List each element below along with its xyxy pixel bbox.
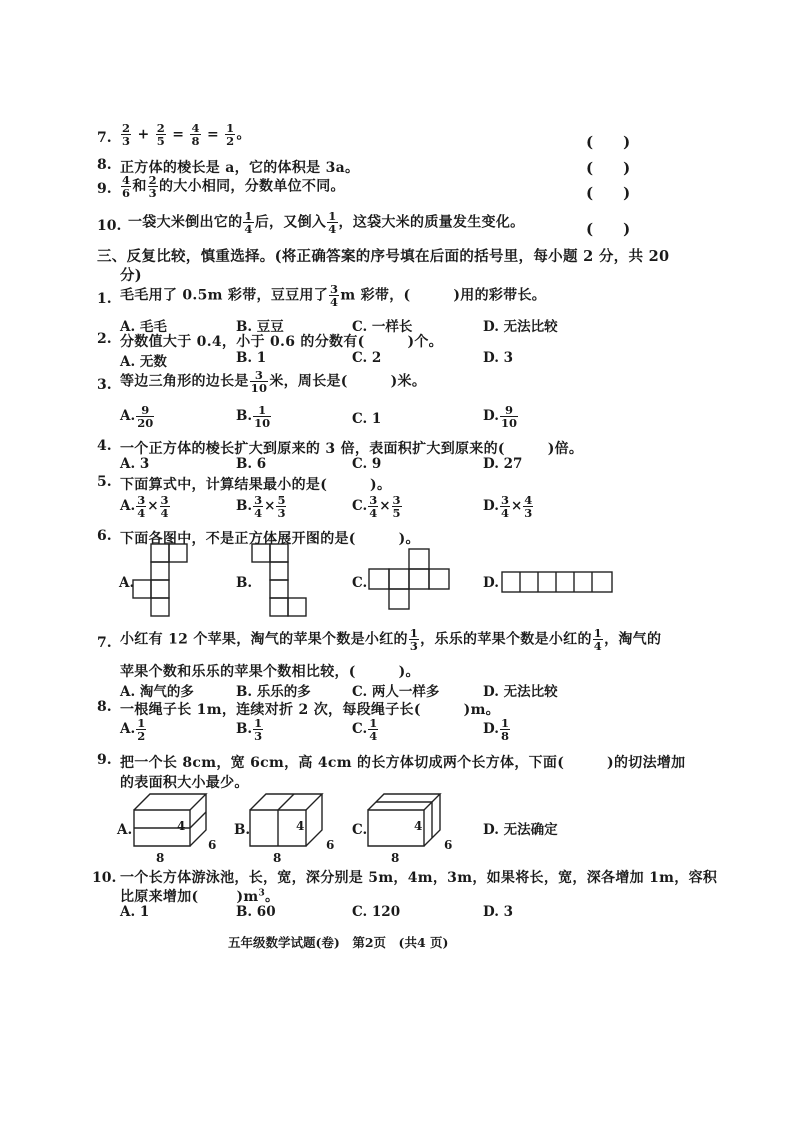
choice-q6-option-a-label[interactable]: A. (119, 575, 135, 591)
choice-q10-text: 一个长方体游泳池，长，宽，深分别是 5m，4m，3m，如果将长，宽，深各增加 1m，容积 (120, 870, 718, 886)
choice-q5-option-b[interactable]: B. $\frac{3}{4}$ × $\frac{5}{3}$ (236, 493, 286, 520)
judge-q8-answer-blank[interactable]: ( ) (586, 159, 631, 177)
fraction: $\frac{5}{3}$ (277, 493, 286, 520)
choice-q8-option-b[interactable]: B. $\frac{1}{3}$ (236, 716, 263, 743)
choice-q5-option-c[interactable]: C. $\frac{3}{4}$ × $\frac{3}{5}$ (352, 493, 401, 520)
cuboid-a-width-label: 6 (208, 838, 217, 852)
cuboid-b-length-label: 8 (273, 851, 282, 865)
choice-q4-option-b[interactable]: B. 6 (236, 456, 267, 472)
judge-q8-text: 正方体的棱长是 a，它的体积是 3a。 (120, 160, 360, 176)
choice-q10-option-a[interactable]: A. 1 (120, 904, 150, 920)
choice-q9-option-a-label[interactable]: A. (117, 822, 133, 838)
cuboid-diagram-b (246, 790, 336, 850)
choice-q8-option-d[interactable]: D. $\frac{1}{8}$ (483, 716, 509, 743)
fraction: $\frac{3}{4}$ (137, 493, 146, 520)
choice-q9-text-line2: 的表面积大小最少。 (120, 775, 249, 791)
page-footer: 五年级数学试题(卷) 第2页 (共4 页) (228, 935, 449, 950)
choice-q3-option-b[interactable]: B. $\frac{1}{10}$ (236, 403, 271, 430)
choice-q10-number: 10. (92, 870, 117, 886)
choice-q3-text: 等边三角形的边长是 $\frac{3}{10}$ 米，周长是( )米。 (120, 368, 427, 395)
section-3-title-cont: 分) (120, 267, 142, 284)
choice-q6-number: 6. (97, 528, 112, 544)
choice-q8-option-a[interactable]: A. $\frac{1}{2}$ (120, 716, 146, 743)
judge-q10-text: 一袋大米倒出它的 $\frac{1}{4}$ 后，又倒入 $\frac{1}{4}$ ，这袋大米的质量发生变化。 (128, 209, 525, 236)
net-diagram-a (130, 540, 200, 630)
fraction: $\frac{3}{5}$ (392, 493, 401, 520)
fraction: $\frac{2}{3}$ (122, 121, 131, 148)
choice-q8-text: 一根绳子长 1m，连续对折 2 次，每段绳子长( )m。 (120, 702, 500, 718)
choice-q8-number: 8. (97, 699, 112, 715)
fraction: $\frac{3}{4}$ (500, 493, 509, 520)
fraction: $\frac{4}{8}$ (191, 121, 200, 148)
cuboid-diagram-c (364, 790, 454, 850)
fraction: $\frac{1}{10}$ (254, 403, 271, 430)
fraction: $\frac{1}{3}$ (254, 716, 263, 743)
cuboid-c-height-label: 4 (414, 819, 423, 833)
fraction: $\frac{9}{10}$ (500, 403, 517, 430)
fraction: $\frac{1}{4}$ (244, 209, 253, 236)
choice-q5-text: 下面算式中，计算结果最小的是( )。 (120, 477, 392, 493)
choice-q10-option-c[interactable]: C. 120 (352, 904, 401, 920)
fraction: $\frac{3}{4}$ (254, 493, 263, 520)
cuboid-diagram-a (130, 790, 220, 850)
judge-q7-number: 7. (97, 130, 112, 146)
cuboid-c-width-label: 6 (444, 838, 453, 852)
fraction: $\frac{1}{2}$ (137, 716, 146, 743)
choice-q3-option-d[interactable]: D. $\frac{9}{10}$ (483, 403, 517, 430)
fraction: $\frac{9}{20}$ (137, 403, 154, 430)
judge-q9-text: $\frac{4}{6}$ 和 $\frac{2}{3}$ 的大小相同，分数单位不同。 (122, 173, 345, 200)
choice-q9-text: 把一个长 8cm，宽 6cm，高 4cm 的长方体切成两个长方体，下面( )的切法增加 (120, 755, 686, 771)
net-diagram-c (365, 547, 455, 617)
choice-q7-option-b[interactable]: B. 乐乐的多 (236, 684, 311, 700)
choice-q7-text-line2: 苹果个数和乐乐的苹果个数相比较，( )。 (120, 664, 420, 680)
choice-q2-text: 分数值大于 0.4，小于 0.6 的分数有( )个。 (120, 334, 443, 350)
choice-q7-option-c[interactable]: C. 两人一样多 (352, 684, 440, 700)
judge-q7-answer-blank[interactable]: ( ) (586, 133, 631, 151)
cuboid-b-width-label: 6 (326, 838, 335, 852)
cuboid-c-length-label: 8 (391, 851, 400, 865)
choice-q5-number: 5. (97, 474, 112, 490)
choice-q5-option-d[interactable]: D. $\frac{3}{4}$ × $\frac{4}{3}$ (483, 493, 533, 520)
choice-q1-option-b[interactable]: B. 豆豆 (236, 319, 284, 335)
fraction: $\frac{1}{4}$ (328, 209, 337, 236)
choice-q9-number: 9. (97, 752, 112, 768)
fraction: $\frac{3}{4}$ (330, 282, 339, 309)
fraction: $\frac{1}{4}$ (593, 626, 603, 653)
choice-q4-text: 一个正方体的棱长扩大到原来的 3 倍，表面积扩大到原来的( )倍。 (120, 441, 584, 457)
judge-q9-answer-blank[interactable]: ( ) (586, 184, 631, 202)
choice-q9-option-d[interactable]: D. 无法确定 (483, 822, 558, 838)
choice-q4-number: 4. (97, 438, 112, 454)
choice-q7-number: 7. (97, 635, 112, 651)
fraction: $\frac{3}{10}$ (250, 368, 268, 395)
judge-q9-number: 9. (97, 181, 112, 197)
choice-q4-option-d[interactable]: D. 27 (483, 456, 523, 472)
choice-q3-option-a[interactable]: A. $\frac{9}{20}$ (120, 403, 154, 430)
choice-q1-text: 毛毛用了 0.5m 彩带，豆豆用了 $\frac{3}{4}$ m 彩带，( )用的彩带长。 (120, 282, 547, 309)
choice-q9-option-b-label[interactable]: B. (234, 822, 251, 838)
choice-q2-number: 2. (97, 331, 112, 347)
choice-q7-option-d[interactable]: D. 无法比较 (483, 684, 558, 700)
fraction: $\frac{4}{3}$ (524, 493, 533, 520)
net-diagram-d (500, 570, 620, 596)
choice-q6-option-b-label[interactable]: B. (236, 575, 253, 591)
choice-q4-option-c[interactable]: C. 9 (352, 456, 382, 472)
fraction: $\frac{2}{3}$ (148, 173, 157, 200)
cuboid-a-height-label: 4 (177, 819, 186, 833)
choice-q3-option-c[interactable]: C. 1 (352, 411, 382, 427)
choice-q1-number: 1. (97, 291, 112, 307)
fraction: $\frac{1}{8}$ (500, 716, 509, 743)
fraction: $\frac{2}{5}$ (156, 121, 166, 148)
choice-q1-option-a[interactable]: A. 毛毛 (120, 319, 167, 335)
judge-q8-number: 8. (97, 157, 112, 173)
choice-q5-option-a[interactable]: A. $\frac{3}{4}$ × $\frac{3}{4}$ (120, 493, 169, 520)
choice-q9-option-c-label[interactable]: C. (352, 822, 368, 838)
fraction: $\frac{1}{3}$ (409, 626, 419, 653)
fraction: $\frac{1}{4}$ (369, 716, 378, 743)
choice-q8-option-c[interactable]: C. $\frac{1}{4}$ (352, 716, 378, 743)
choice-q2-option-d[interactable]: D. 3 (483, 350, 514, 366)
choice-q3-number: 3. (97, 377, 112, 393)
choice-q7-option-a[interactable]: A. 淘气的多 (120, 684, 194, 700)
cuboid-a-length-label: 8 (156, 851, 165, 865)
choice-q4-option-a[interactable]: A. 3 (120, 456, 150, 472)
choice-q1-option-c[interactable]: C. 一样长 (352, 319, 413, 335)
choice-q6-option-c-label[interactable]: C. (352, 575, 368, 591)
judge-q10-number: 10. (97, 218, 122, 234)
net-diagram-b (248, 540, 318, 630)
section-3-title: 三、反复比较，慎重选择。(将正确答案的序号填在后面的括号里，每小题 2 分，共 20 (97, 248, 670, 265)
fraction: $\frac{3}{4}$ (160, 493, 169, 520)
judge-q7-expression: $\frac{2}{3}$ + $\frac{2}{5}$ = $\frac{4}{8}$ = $\frac{1}{2}$ 。 (122, 121, 251, 148)
cuboid-b-height-label: 4 (296, 819, 305, 833)
choice-q10-text-line2: 比原来增加( )$m^3$。 (120, 888, 280, 905)
choice-q7-text: 小红有 12 个苹果，淘气的苹果个数是小红的 $\frac{1}{3}$ ，乐乐的苹果个数是小红的 $\frac{1}{4}$ ，淘气的 (120, 626, 662, 653)
fraction: $\frac{1}{2}$ (226, 121, 235, 148)
judge-q10-answer-blank[interactable]: ( ) (586, 220, 631, 238)
choice-q2-option-b[interactable]: B. 1 (236, 350, 267, 366)
choice-q10-option-d[interactable]: D. 3 (483, 904, 514, 920)
choice-q10-option-b[interactable]: B. 60 (236, 904, 276, 920)
choice-q6-option-d-label[interactable]: D. (483, 575, 499, 591)
fraction: $\frac{3}{4}$ (369, 493, 378, 520)
choice-q6-text: 下面各图中，不是正方体展开图的是( )。 (120, 531, 420, 547)
choice-q2-option-a[interactable]: A. 无数 (120, 354, 167, 370)
choice-q2-option-c[interactable]: C. 2 (352, 350, 382, 366)
choice-q1-option-d[interactable]: D. 无法比较 (483, 319, 558, 335)
fraction: $\frac{4}{6}$ (122, 173, 131, 200)
